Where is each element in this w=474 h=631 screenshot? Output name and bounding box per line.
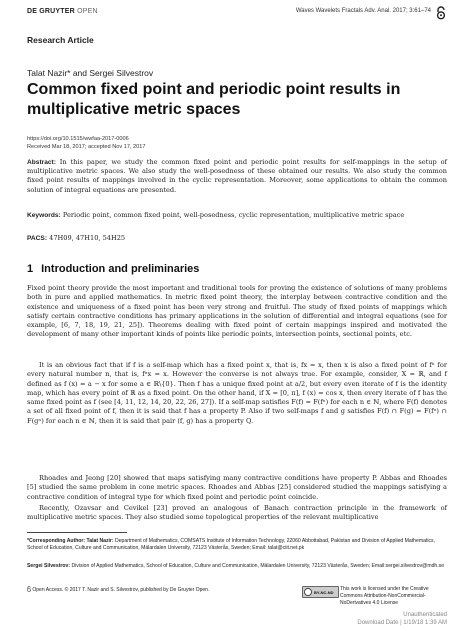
footer-license-text: This work is licensed under the Creative Commons Attribution-NonCommercial-NoDerivatives 4.0 License [340,586,429,606]
abstract-text: In this paper, we study the common fixed point and periodic point results for self-mappings in the setup of multiplicative metric spaces. We also study the well-posedness of these obtained our results. We also study the common fixed point results of mappings involved in the cyclic representation. Moreover, some applications to obtain the common solution of integral equations are presented. [27,158,447,194]
publisher-bold: DE GRUYTER [27,8,75,15]
keywords-text: Periodic point, common fixed point, well-posedness, cyclic representation, multiplicative metric space [62,211,405,219]
article-title: Common fixed point and periodic point results in multiplicative metric spaces [27,81,401,118]
keywords-label: Keywords: [27,212,61,219]
section-number: 1 [27,263,34,275]
cc-icon [304,588,312,596]
license-footer [27,586,447,608]
abstract [27,158,447,195]
footer-copyright-text: Open Access. © 2017 T. Nazir and S. Silvestrov, published by De Gruyter Open. [32,587,210,593]
article-type: Research Article [27,35,94,45]
footnote-1-label: *Corresponding Author: Talat Nazir: [27,538,114,544]
pacs [27,234,447,243]
footnote-2-text: Division of Applied Mathematics, School of Education, Culture and Communication, Mälardalen University, 72123 Västerås, Sweden; Email:sergei.silvestrov@mdh.se [71,563,445,569]
paragraph-2: It is an obvious fact that if f is a self-map which has a fixed point x, that is, fx = x, then x is also a fixed point of fⁿ for every natural number n, that is, fⁿx = x. However the converse is not always true. For example, consider, X = ℝ, and f defined as f (x) = a − x for some a ∈ ℝ\{0}. Then f has a unique fixed point at a/2, but every even iterate of f is the identity map, which has every point of ℝ as a fixed point. On the other hand, if X = [0, π], f (x) = cos x, then every iterate of f has the same fixed point as f (see [4, 11, 12, 14, 20, 22, 26, 27]). If a self-map satisfies F(f) = F(fⁿ) for each n ∈ ℕ, where F(f) denotes a set of all fixed point of f, then it is said that f has a property P. Also if two self-maps f and g satisfies F(f) ∩ F(g) = F(fⁿ) ∩ F(gⁿ) for each n ∈ ℕ, then it is said that pair (f, g) has a property Q. [27,361,447,425]
publisher-name [27,8,98,15]
abstract-label: Abstract: [27,159,56,166]
authors: Talat Nazir* and Sergei Silvestrov [27,68,154,78]
cc-badge-label: BY-NC-ND [314,590,334,595]
running-header [27,6,447,20]
open-access-small-icon [27,586,31,592]
pacs-label: PACS: [27,235,48,242]
publisher-open: OPEN [77,8,98,15]
doi-link[interactable]: https://doi.org/10.1515/wwfaa-2017-0006 [27,136,129,142]
pacs-text: 47H09, 47H10, 54H25 [49,234,126,242]
footnote-corresponding-author [27,538,447,552]
footnote-second-author [27,563,447,570]
paragraph-1: Fixed point theory provide the most important and traditional tools for proving the existence of solutions of many problems both in pure and applied mathematics. In metric fixed point theory, the interplay between contractive condition and the existence and uniqueness of a fixed point has been very strong and fruitful. The study of fixed points of mappings which satisfy certain contractive conditions has primary applications in the solution of differential and integral equations (see for example, [6, 7, 18, 19, 21, 25]). Theorems dealing with fixed point of certain mappings inspired and motivated the development of many other important kinds of points like periodic points, intersection points, sectional points, etc. [27,284,447,339]
keywords [27,211,447,220]
article-dates: Received Mar 18, 2017; accepted Nov 17, 2017 [27,144,146,150]
journal-citation: Waves Wavelets Fractals Adv. Anal. 2017; 3:61–74 [295,8,431,14]
unauthenticated-label: Unauthenticated [403,612,447,618]
cc-license-badge[interactable] [302,586,339,598]
download-date: Download Date | 1/19/18 1:39 AM [357,620,447,626]
footer-copyright [27,586,297,594]
footnote-rule [27,532,127,533]
download-watermark [317,611,447,627]
paragraph-3: Rhoades and Jeong [20] showed that maps satisfying many contractive conditions have property P. Abbas and Rhoades [5] studied the same problem in cone metric spaces. Rhoades and Abbas [25] considered studied the mappings satisfying a contractive condition of integral type for which fixed point and periodic point coincide. [27,474,447,501]
open-access-icon [435,6,447,20]
section-title: Introduction and preliminaries [41,263,200,275]
footnote-2-label: Sergei Silvestrov: [27,563,71,569]
footnote-1-text: Department of Mathematics, COMSATS Institute of Information Technology, 22060 Abbottabad, Pakistan and Division of Applied Mathematics, School of Education, Culture and Communication, Mälardalen University, 72123 Västerås, Sweden; Email: talat@ciit.net.pk [27,538,435,552]
paragraph-4: Recently, Ozavsar and Cevikel [23] proved an analogous of Banach contraction principle in the framework of multiplicative metric spaces. They also studied some topological properties of the relevant multiplicative [27,504,447,522]
section-heading [27,263,199,275]
